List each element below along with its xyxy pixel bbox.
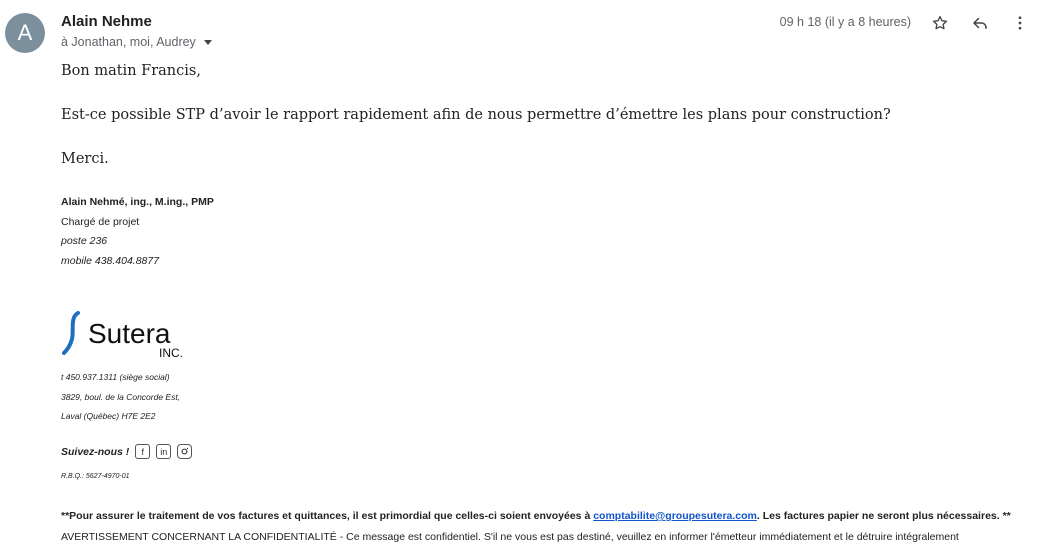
logo-sub: INC. xyxy=(159,346,183,360)
company-address-line1: 3829, boul. de la Concorde Est, xyxy=(61,392,181,402)
rbq-number: R.B.Q.: 5627-4970-01 xyxy=(61,473,130,480)
recipients-toggle[interactable] xyxy=(61,35,212,49)
signature-mobile: mobile 438.404.8877 xyxy=(61,255,160,267)
linkedin-icon[interactable]: in xyxy=(156,444,171,459)
company-phone: t 450.937.1311 (siège social) xyxy=(61,372,170,382)
signature-role: Chargé de projet xyxy=(61,216,140,228)
star-icon xyxy=(931,14,949,32)
facebook-icon[interactable]: f xyxy=(135,444,150,459)
message-greeting: Bon matin Francis, xyxy=(61,63,201,79)
instagram-icon[interactable] xyxy=(177,444,192,459)
logo-text: Sutera xyxy=(88,318,171,349)
message-body: Est-ce possible STP d’avoir le rapport rapidement afin de nous permettre d’émettre les plans pour construction? xyxy=(61,107,891,123)
invoice-notice xyxy=(61,510,1011,522)
notice-suffix: . Les factures papier ne seront plus nécessaires. ** xyxy=(756,510,1011,522)
sender-avatar[interactable]: A xyxy=(5,13,45,53)
notice-prefix: **Pour assurer le traitement de vos factures et quittances, il est primordial que celles-ci soient envoyées à xyxy=(61,510,591,522)
confidentiality-notice: AVERTISSEMENT CONCERNANT LA CONFIDENTIALITÉ - Ce message est confidentiel. S'il ne vous est pas destiné, veuillez en informer l'émetteur immédiatement et le détruire intégralement xyxy=(61,531,959,543)
company-address-line2: Laval (Québec) H7E 2E2 xyxy=(61,411,156,421)
reply-button[interactable] xyxy=(968,11,992,35)
signature-name: Alain Nehmé, ing., M.ing., PMP xyxy=(61,196,214,208)
company-logo xyxy=(62,311,192,363)
sender-name[interactable]: Alain Nehme xyxy=(61,13,152,30)
follow-label: Suivez-nous ! xyxy=(61,445,130,458)
more-vert-icon xyxy=(1011,14,1029,32)
star-button[interactable] xyxy=(928,11,952,35)
accounting-email-link[interactable]: comptabilite@groupesutera.com xyxy=(593,510,757,522)
social-links xyxy=(61,444,192,459)
chevron-down-icon[interactable] xyxy=(204,40,212,45)
message-timestamp: 09 h 18 (il y a 8 heures) xyxy=(779,15,911,29)
message-closing: Merci. xyxy=(61,151,109,167)
signature-extension: poste 236 xyxy=(61,235,108,247)
more-options-button[interactable] xyxy=(1008,11,1032,35)
reply-icon xyxy=(971,14,989,32)
recipients-label: à Jonathan, moi, Audrey xyxy=(61,35,196,49)
